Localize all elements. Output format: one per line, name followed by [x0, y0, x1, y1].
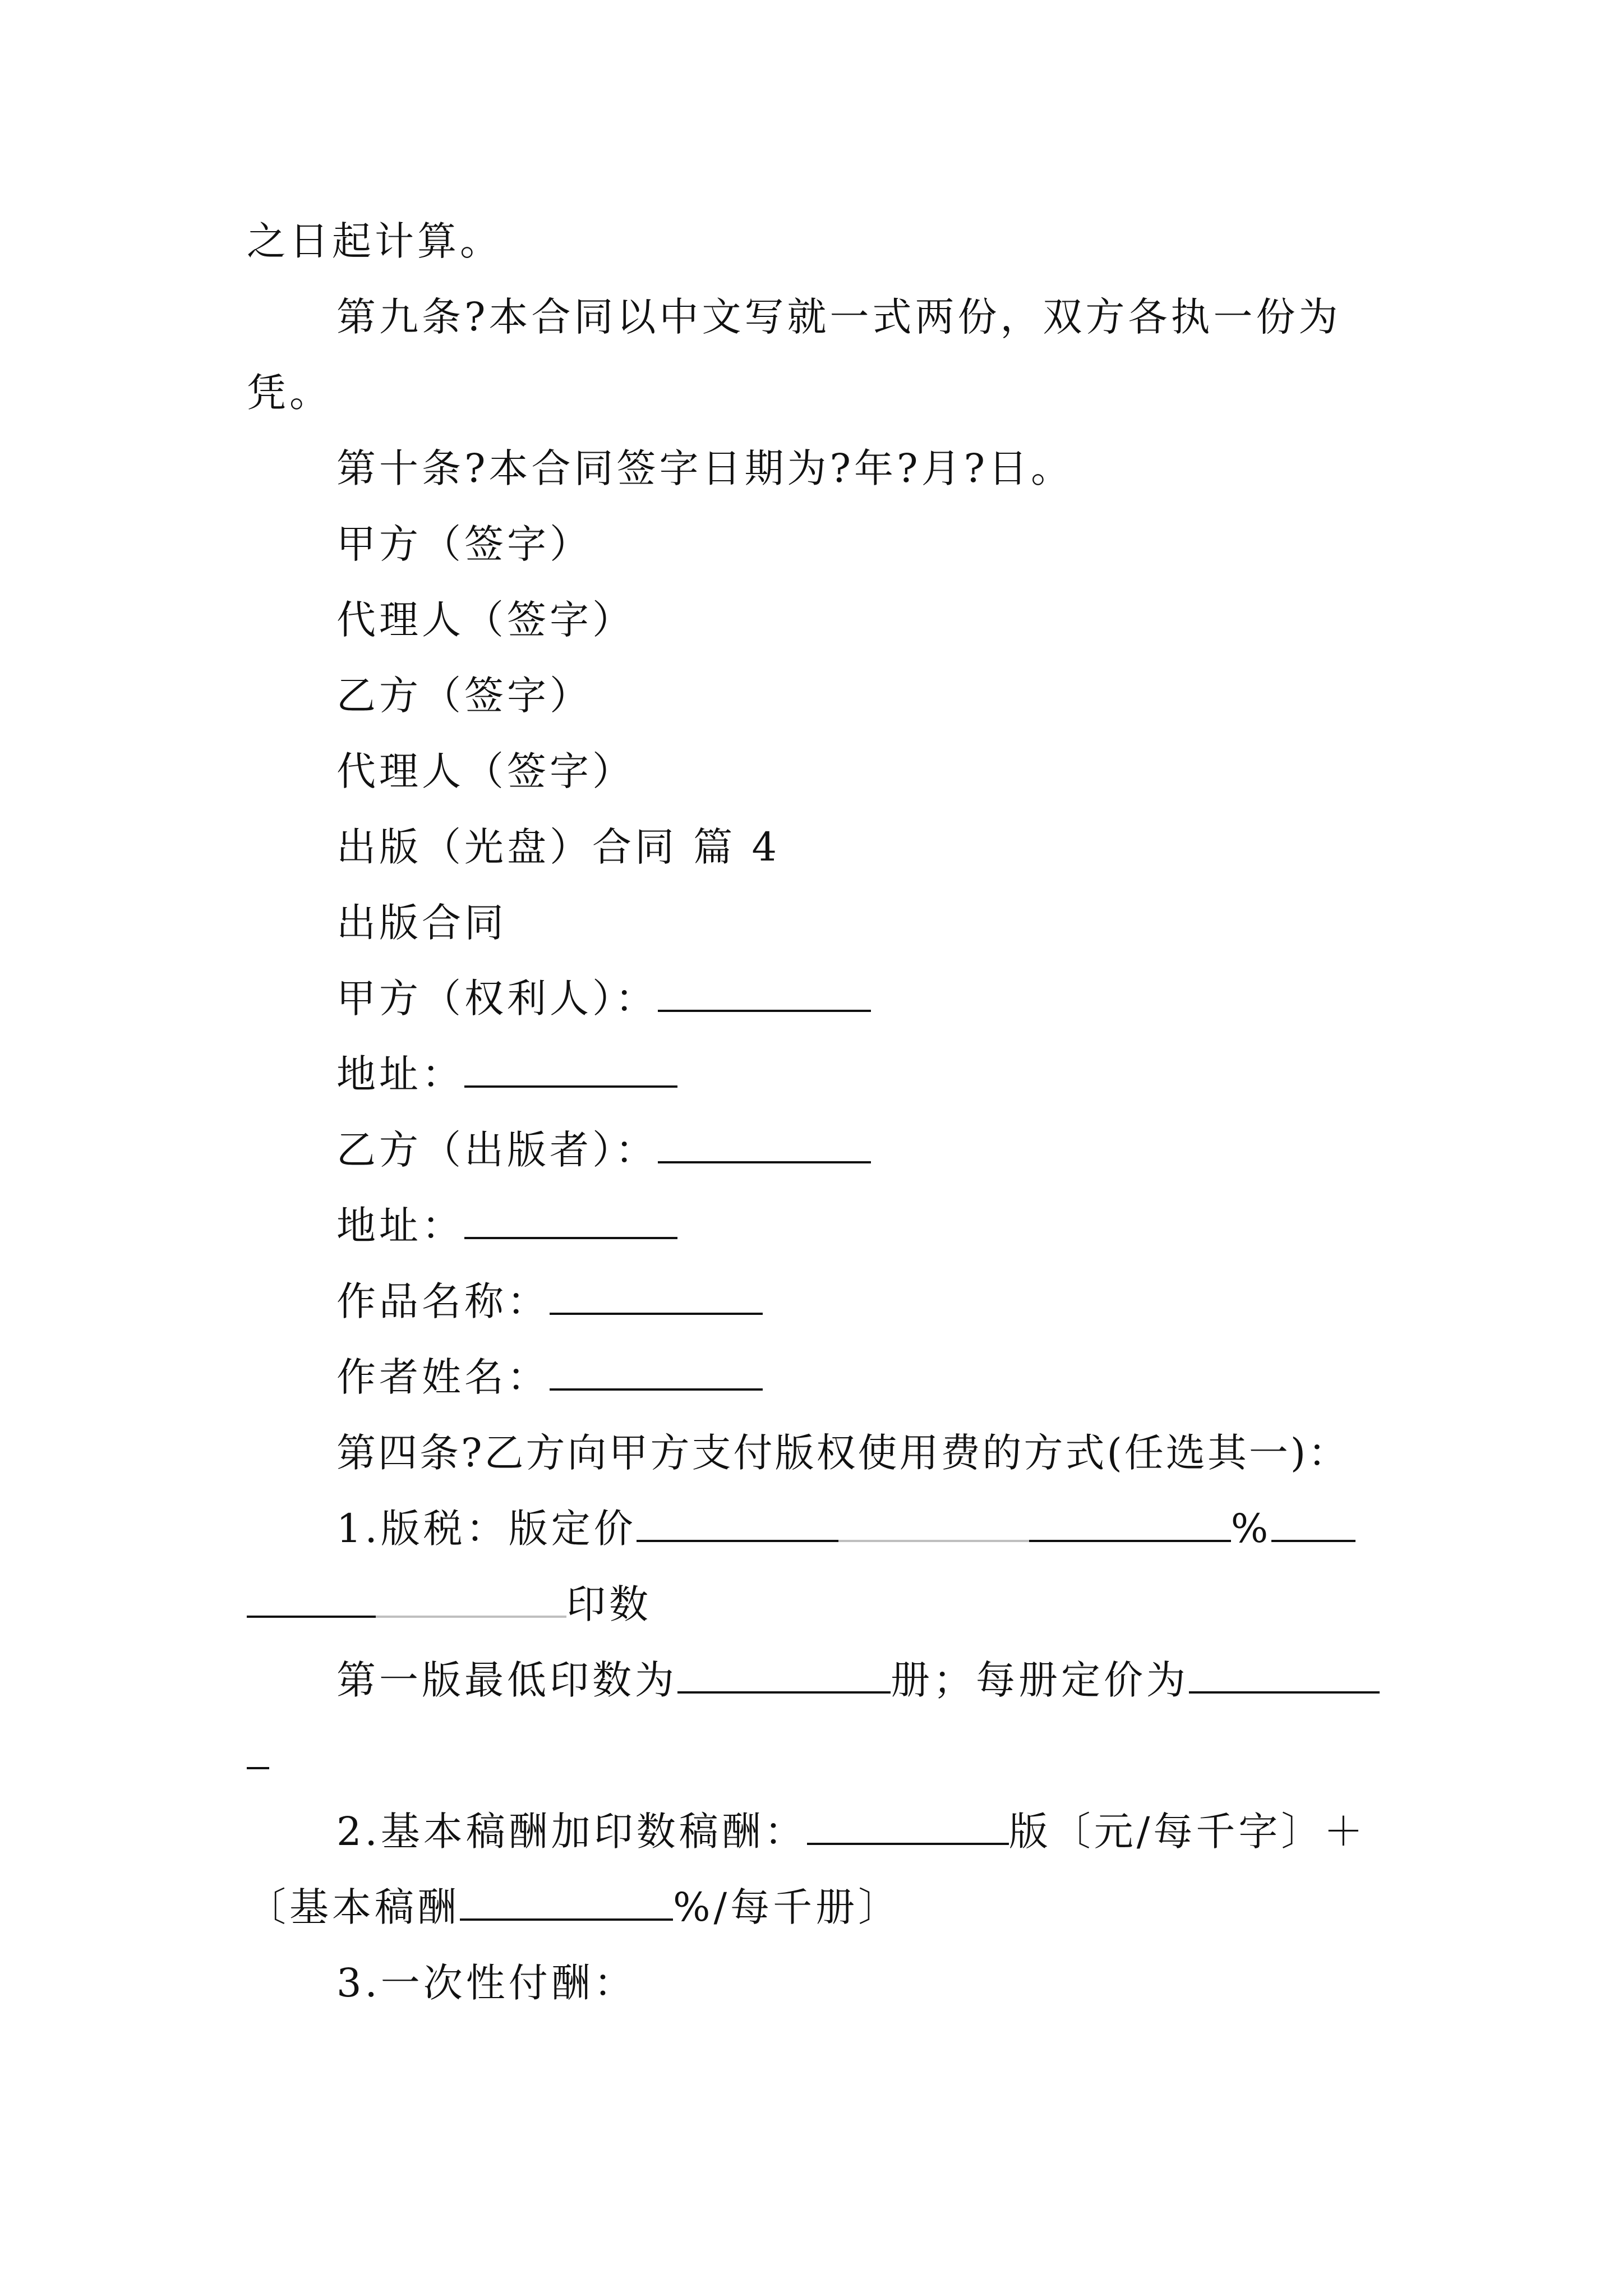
basic-fee-line — [336, 1806, 1366, 1857]
item-unit: 版〔元/每千字〕＋ — [1008, 1809, 1367, 1855]
first-print-line-cont — [247, 1731, 269, 1781]
fill-blank — [1271, 1505, 1355, 1542]
field-label: 地址： — [336, 1051, 464, 1097]
article-10: 第十条?本合同签字日期为?年?月?日。 — [336, 445, 1074, 491]
fill-blank — [550, 1278, 763, 1315]
item-label: 册；每册定价为 — [891, 1657, 1189, 1703]
fill-blank — [658, 975, 871, 1012]
paragraph-line: 凭。 — [247, 370, 332, 416]
first-print-line — [336, 1655, 1380, 1705]
section-heading: 出版（光盘）合同 篇 4 — [336, 824, 781, 870]
item-label: 〔基本稿酬 — [247, 1884, 460, 1930]
field-work-title — [336, 1276, 763, 1327]
item-label: 2.基本稿酬加印数稿酬： — [336, 1809, 807, 1855]
field-address-a — [336, 1049, 677, 1099]
fill-blank — [464, 1051, 677, 1088]
article-9: 第九条?本合同以中文写就一式两份，双方各执一份为 — [336, 294, 1341, 340]
signature-party-b: 乙方（签字） — [336, 673, 592, 719]
lump-sum-line: 3.一次性付酬： — [336, 1960, 637, 2006]
fill-blank — [658, 1126, 871, 1163]
fill-blank — [247, 1581, 376, 1618]
field-label: 甲方（权利人）： — [336, 976, 658, 1022]
contract-title: 出版合同 — [336, 900, 507, 946]
fill-blank — [247, 1732, 269, 1769]
fill-blank — [464, 1202, 677, 1239]
item-label: 1.版税：版定价 — [336, 1506, 637, 1552]
percent-sign: % — [1230, 1506, 1272, 1552]
signature-agent-b: 代理人（签字） — [336, 748, 635, 794]
item-label: 第一版最低印数为 — [336, 1657, 677, 1703]
fill-blank — [460, 1884, 673, 1921]
signature-agent-a: 代理人（签字） — [336, 597, 635, 643]
field-label: 作品名称： — [336, 1278, 550, 1324]
item-unit: %/每千册〕 — [673, 1884, 901, 1930]
field-author-name — [336, 1352, 763, 1402]
field-address-b — [336, 1200, 677, 1251]
fill-blank — [637, 1505, 838, 1542]
field-label: 乙方（出版者）： — [336, 1127, 658, 1173]
fill-blank — [1029, 1505, 1231, 1542]
fill-blank — [550, 1354, 763, 1391]
royalty-line-cont — [247, 1579, 652, 1630]
field-party-a — [336, 973, 871, 1024]
field-label: 地址： — [336, 1203, 464, 1249]
article-4-heading: 第四条?乙方向甲方支付版权使用费的方式(任选其一)： — [336, 1430, 1350, 1476]
field-label: 作者姓名： — [336, 1354, 550, 1400]
fill-blank — [376, 1581, 566, 1618]
print-quantity-label: 印数 — [566, 1581, 652, 1627]
field-party-b — [336, 1125, 871, 1175]
basic-fee-line-cont — [247, 1882, 901, 1932]
fill-blank — [677, 1657, 891, 1694]
royalty-line — [336, 1503, 1355, 1554]
signature-party-a: 甲方（签字） — [336, 521, 592, 567]
fill-blank — [807, 1808, 1009, 1845]
paragraph-line: 之日起计算。 — [247, 218, 502, 264]
fill-blank — [1189, 1657, 1380, 1694]
fill-blank — [838, 1505, 1029, 1542]
